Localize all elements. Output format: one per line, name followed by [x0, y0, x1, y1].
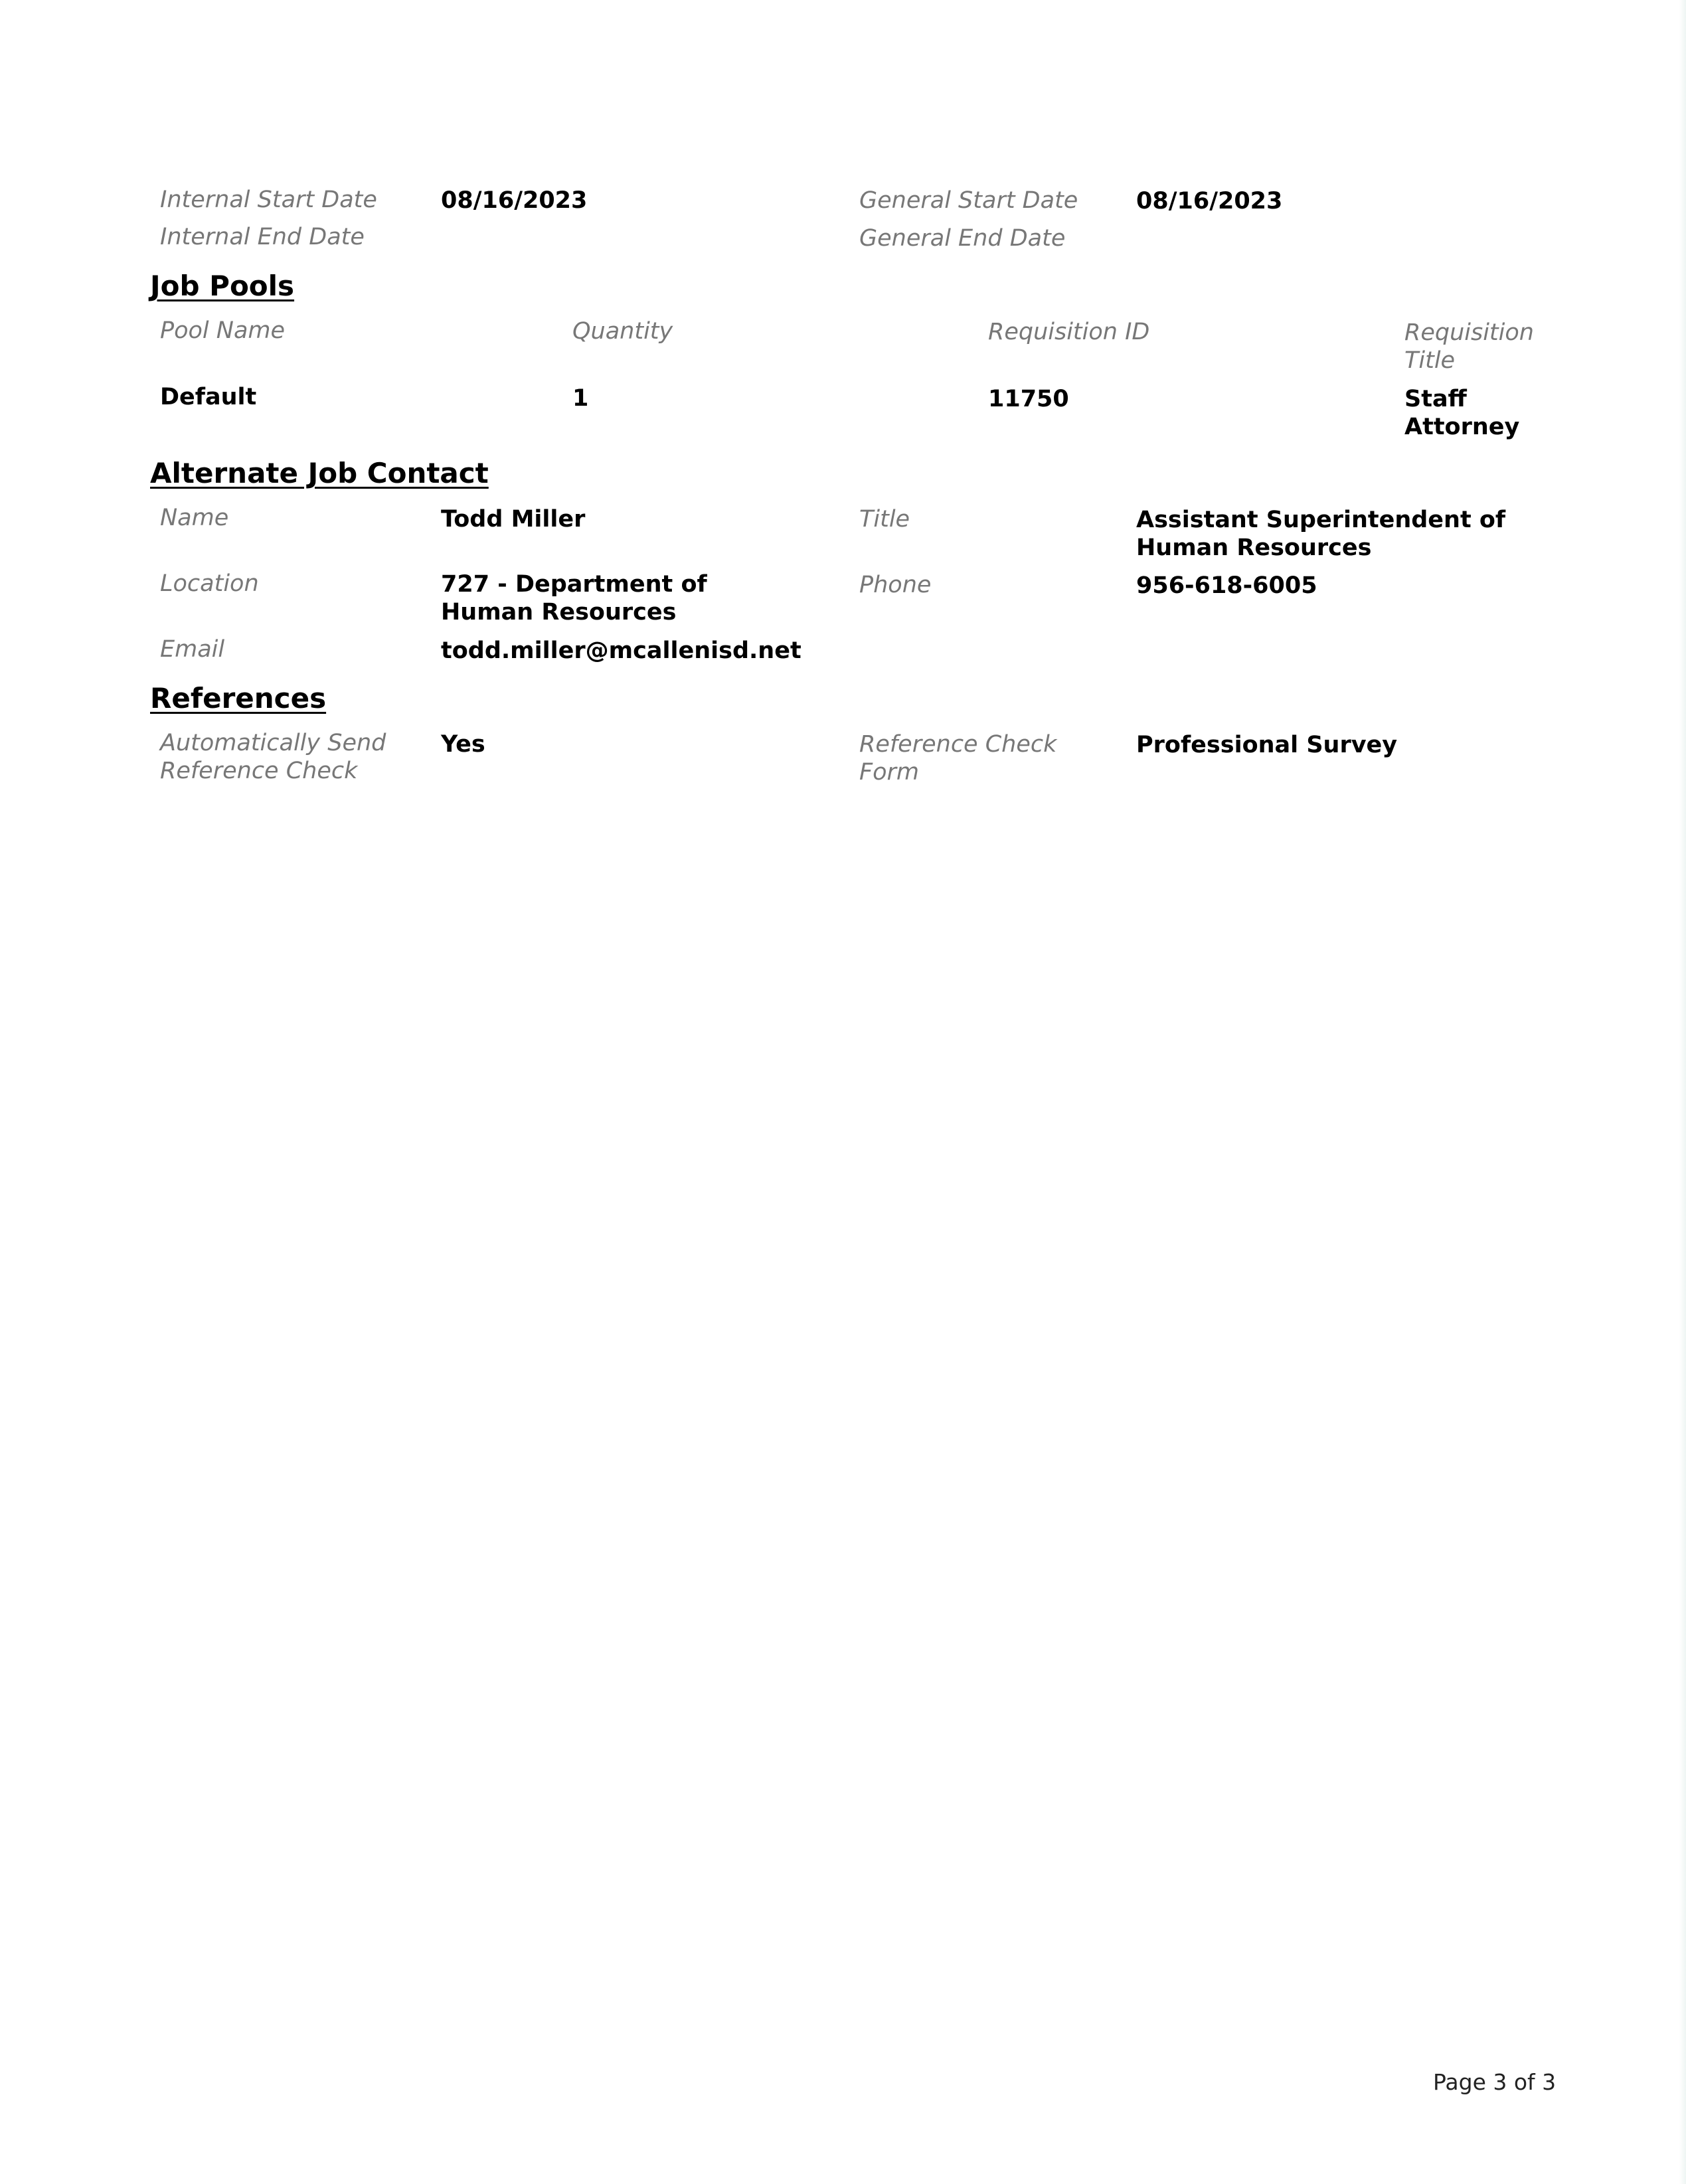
internal-end-date-label: Internal End Date [160, 224, 365, 250]
pool-name-cell: Default [160, 384, 257, 410]
requisition-id-column-header: Requisition ID [988, 319, 1150, 345]
contact-title-value: Assistant Superintendent of Human Resources [1136, 507, 1506, 561]
contact-phone-label: Phone [859, 572, 932, 598]
auto-send-reference-label: Automatically Send Reference Check [160, 730, 386, 784]
general-start-date-value: 08/16/2023 [1136, 188, 1283, 214]
references-heading: References [150, 682, 327, 714]
reference-check-form-label: Reference Check Form [859, 731, 1057, 786]
contact-location-value: 727 - Department of Human Resources [441, 571, 707, 626]
alternate-job-contact-heading: Alternate Job Contact [150, 457, 489, 489]
quantity-column-header: Quantity [572, 318, 673, 345]
contact-location-label: Location [160, 570, 259, 597]
general-end-date-label: General End Date [859, 225, 1066, 252]
auto-send-reference-value: Yes [441, 731, 485, 758]
requisition-id-cell: 11750 [988, 386, 1069, 412]
contact-email-value: todd.miller@mcallenisd.net [441, 637, 801, 664]
reference-check-form-value: Professional Survey [1136, 732, 1398, 758]
requisition-title-cell: Staff Attorney [1404, 386, 1520, 440]
job-pools-heading: Job Pools [150, 270, 295, 302]
internal-start-date-value: 08/16/2023 [441, 187, 588, 214]
pool-name-column-header: Pool Name [160, 317, 286, 344]
contact-name-value: Todd Miller [441, 506, 586, 533]
contact-email-label: Email [160, 636, 225, 663]
page-number: Page 3 of 3 [1433, 2069, 1557, 2095]
requisition-title-column-header: Requisition Title [1404, 319, 1534, 374]
general-start-date-label: General Start Date [859, 187, 1078, 214]
internal-start-date-label: Internal Start Date [160, 187, 377, 213]
page-edge [1679, 0, 1686, 2184]
contact-phone-value: 956-618-6005 [1136, 572, 1317, 599]
contact-title-label: Title [859, 506, 910, 533]
quantity-cell: 1 [572, 385, 589, 412]
contact-name-label: Name [160, 505, 229, 531]
